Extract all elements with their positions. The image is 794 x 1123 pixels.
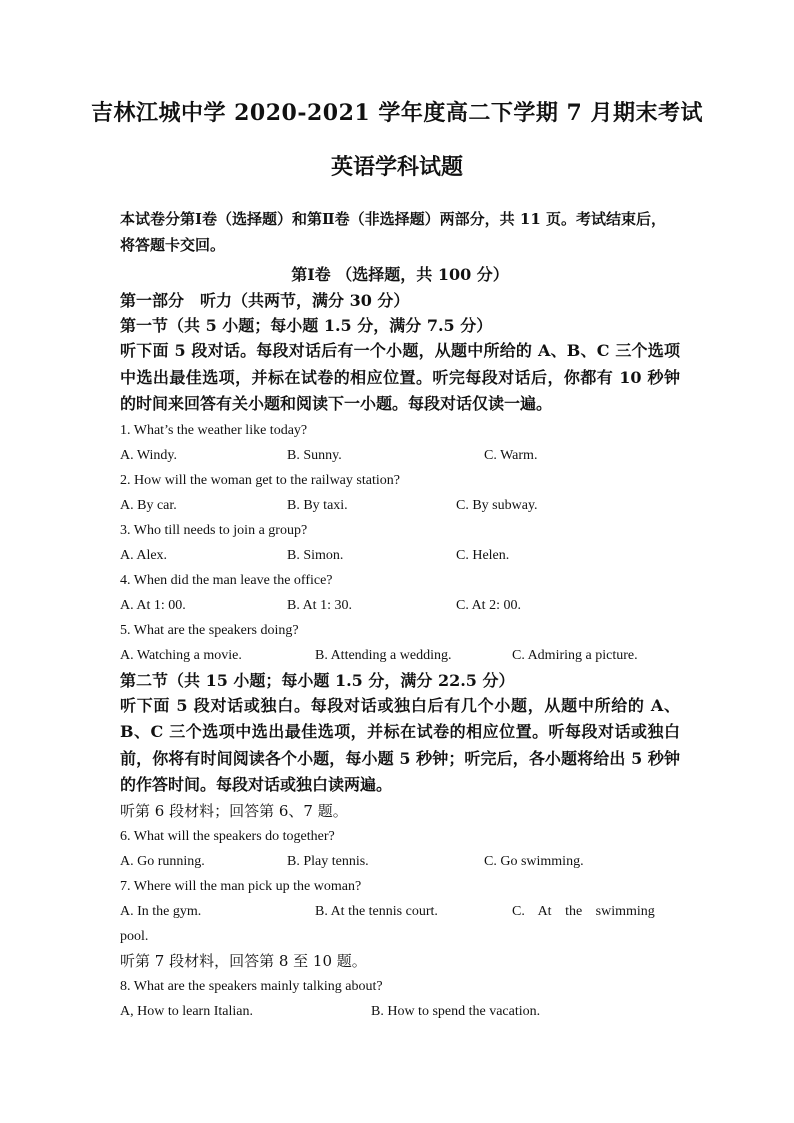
option-c-continuation: pool.: [120, 928, 149, 944]
question-5: 5. What are the speakers doing?: [120, 622, 299, 638]
option-b: B. How to spend the vacation.: [371, 1003, 541, 1019]
option-b: B. At the tennis court.: [315, 903, 438, 919]
option-b: B. Sunny.: [287, 447, 342, 463]
question-3: 3. Who till needs to join a group?: [120, 522, 308, 538]
option-a: A. Go running.: [120, 853, 205, 869]
exam-title: 吉林江城中学 2020-2021 学年度高二下学期 7 月期末考试: [90, 100, 704, 126]
option-a: A. Watching a movie.: [120, 647, 242, 663]
exam-notice: 本试卷分第Ⅰ卷（选择题）和第Ⅱ卷（非选择题）两部分，共 11 页。考试结束后，将答题卡交回。: [120, 210, 666, 254]
section2-instructions: 听下面 5 段对话或独白。每段对话或独白后有几个小题，从题中所给的 A、B、C 三个选项中选出最佳选项，并标在试卷的相应位置。听每段对话或独白前，你将有时间阅读各个小题，每小题 5 秒钟；听完后，各小题将给出 5 秒钟的作答时间。每段对话或独白读两遍。: [120, 695, 680, 794]
material-6-heading: 听第 6 段材料；回答第 6、7 题。: [120, 801, 348, 820]
question-4: 4. When did the man leave the office?: [120, 572, 333, 588]
question-6-options: [120, 849, 680, 874]
option-c: C. Warm.: [484, 447, 538, 463]
question-5-options: [120, 643, 680, 668]
option-b: B. At 1: 30.: [287, 597, 352, 613]
part-listening-heading: 第一部分 听力（共两节，满分 30 分）: [120, 291, 410, 310]
question-1: 1. What’s the weather like today?: [120, 422, 308, 438]
exam-subtitle: 英语学科试题: [330, 154, 463, 180]
question-2: 2. How will the woman get to the railway station?: [120, 472, 400, 488]
option-a: A. Alex.: [120, 547, 168, 563]
option-a: A. In the gym.: [120, 903, 202, 919]
volume-heading: 第Ⅰ卷 （选择题，共 100 分）: [291, 265, 509, 284]
option-a: A. By car.: [120, 497, 177, 513]
question-7-options: [120, 899, 680, 924]
question-7: 7. Where will the man pick up the woman?: [120, 878, 362, 894]
question-2-options: [120, 493, 680, 518]
option-b: B. Simon.: [287, 547, 344, 563]
option-a: A. Windy.: [120, 447, 177, 463]
exam-content: [120, 206, 680, 1024]
option-c: C. At 2: 00.: [456, 597, 521, 613]
question-8: 8. What are the speakers mainly talking about?: [120, 978, 383, 994]
option-a: A. At 1: 00.: [120, 597, 186, 613]
option-b: B. Play tennis.: [287, 853, 369, 869]
section1-heading: 第一节（共 5 小题；每小题 1.5 分，满分 7.5 分）: [120, 316, 493, 335]
question-6: 6. What will the speakers do together?: [120, 828, 335, 844]
section1-instructions: 听下面 5 段对话。每段对话后有一个小题，从题中所给的 A、B、C 三个选项中选出最佳选项，并标在试卷的相应位置。听完每段对话后，你都有 10 秒钟的时间来回答有关小题和阅读下一小题。每段对话仅读一遍。: [120, 341, 680, 413]
option-c: C. Admiring a picture.: [512, 647, 638, 663]
option-a: A, How to learn Italian.: [120, 1003, 253, 1019]
question-3-options: [120, 543, 680, 568]
option-c: C. At the swimming: [512, 903, 655, 919]
option-c: C. By subway.: [456, 497, 538, 513]
material-7-heading: 听第 7 段材料，回答第 8 至 10 题。: [120, 951, 367, 970]
option-b: B. By taxi.: [287, 497, 348, 513]
section2-heading: 第二节（共 15 小题；每小题 1.5 分，满分 22.5 分）: [120, 670, 515, 690]
option-c: C. Go swimming.: [484, 853, 584, 869]
option-c: C. Helen.: [456, 547, 510, 563]
option-b: B. Attending a wedding.: [315, 647, 452, 663]
question-4-options: [120, 593, 680, 618]
question-1-options: [120, 443, 680, 468]
question-8-options: [120, 999, 680, 1024]
